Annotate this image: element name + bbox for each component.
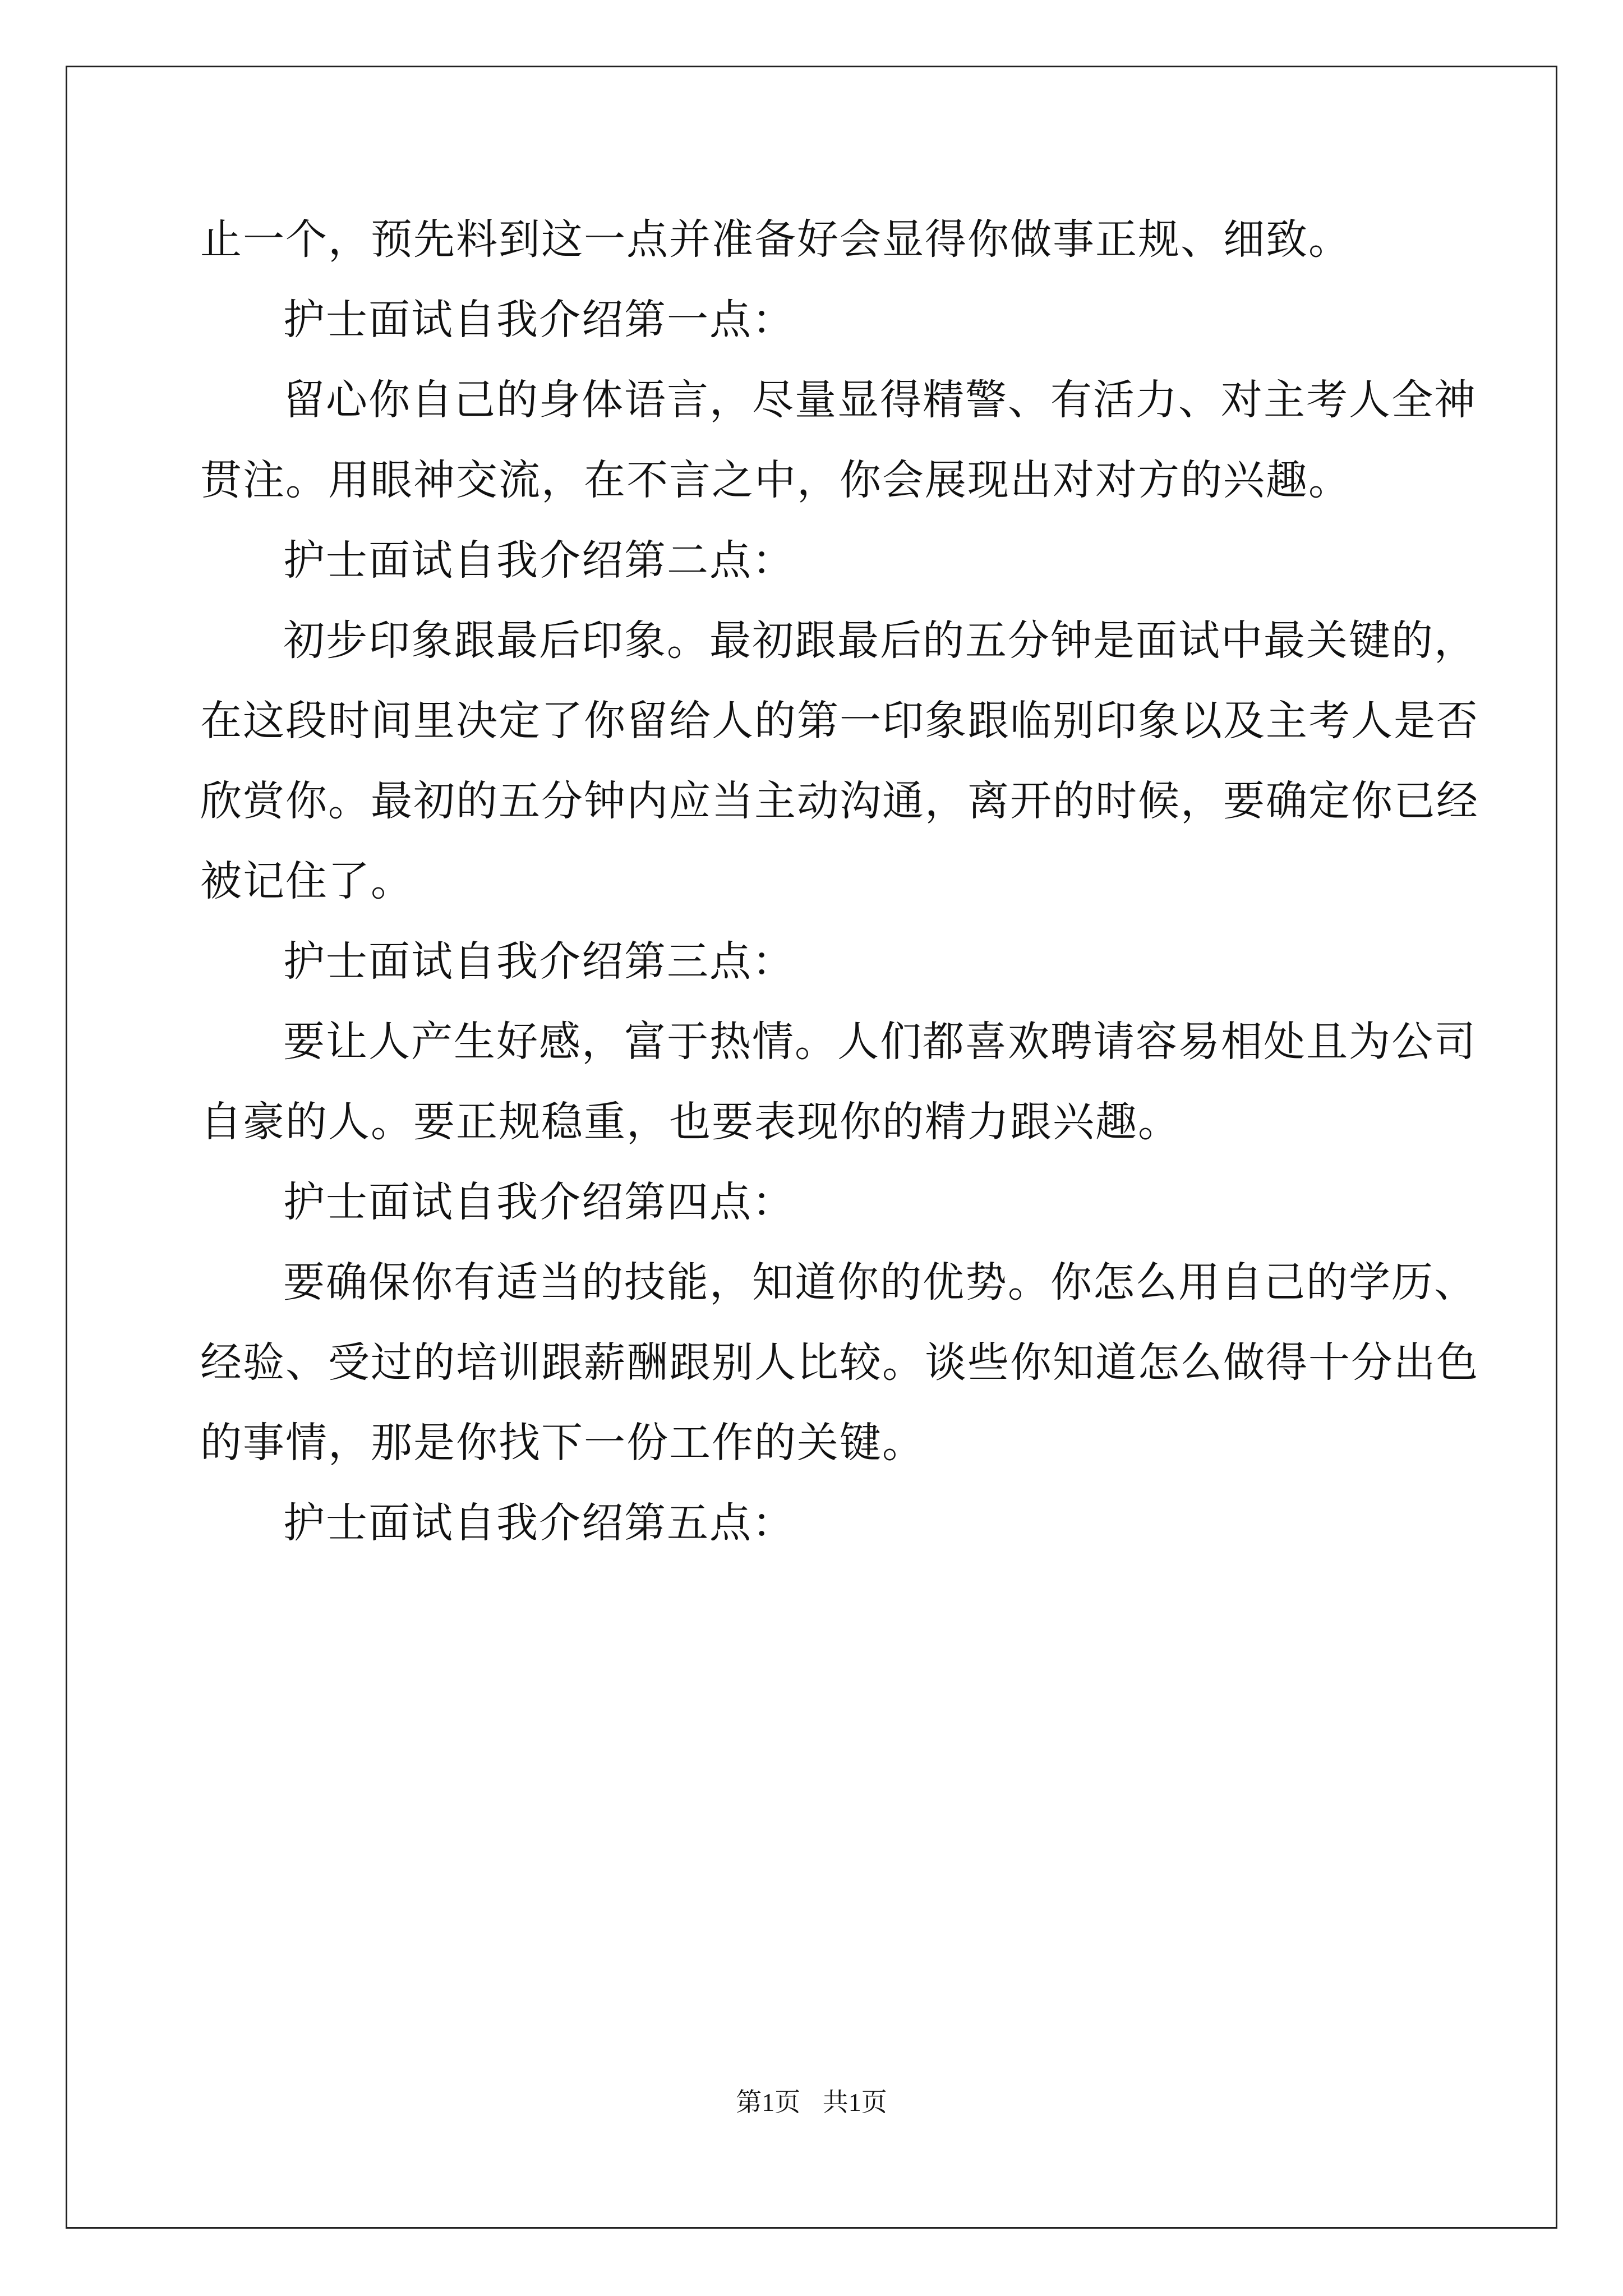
paragraph-line-first: 止一个，预先料到这一点并准备好会显得你做事正规、细致。 xyxy=(200,215,1351,264)
paragraph-line-first: 护士面试自我介绍第三点： xyxy=(283,937,795,986)
paragraph-line-first: 要确保你有适当的技能，知道你的优势。你怎么用自己的学历、 xyxy=(283,1258,1477,1306)
paragraph-line-first: 要让人产生好感，富于热情。人们都喜欢聘请容易相处且为公司 xyxy=(283,1018,1477,1066)
paragraph-line-first: 护士面试自我介绍第四点： xyxy=(283,1178,795,1226)
paragraph-line-first: 留心你自己的身体语言，尽量显得精警、有活力、对主考人全神 xyxy=(283,376,1477,424)
paragraph-line-first: 护士面试自我介绍第二点： xyxy=(283,536,795,585)
paragraph-line: 的事情，那是你找下一份工作的关键。 xyxy=(200,1419,925,1467)
page-total: 共1页 xyxy=(822,2088,887,2116)
paragraph-line: 被记住了。 xyxy=(200,857,413,905)
paragraph-line: 经验、受过的培训跟薪酬跟别人比较。谈些你知道怎么做得十分出色 xyxy=(200,1338,1479,1387)
paragraph-line-first: 护士面试自我介绍第五点： xyxy=(283,1499,795,1547)
paragraph-line-first: 护士面试自我介绍第一点： xyxy=(283,296,795,344)
page-footer xyxy=(0,2090,1623,2115)
paragraph-line-first: 初步印象跟最后印象。最初跟最后的五分钟是面试中最关键的， xyxy=(283,616,1477,665)
paragraph-line: 在这段时间里决定了你留给人的第一印象跟临别印象以及主考人是否 xyxy=(200,697,1479,745)
paragraph-line: 贯注。用眼神交流，在不言之中，你会展现出对对方的兴趣。 xyxy=(200,456,1351,504)
page-number: 第1页 xyxy=(736,2088,801,2116)
paragraph-line: 欣赏你。最初的五分钟内应当主动沟通，离开的时候，要确定你已经 xyxy=(200,777,1479,825)
paragraph-line: 自豪的人。要正规稳重，也要表现你的精力跟兴趣。 xyxy=(200,1098,1181,1146)
